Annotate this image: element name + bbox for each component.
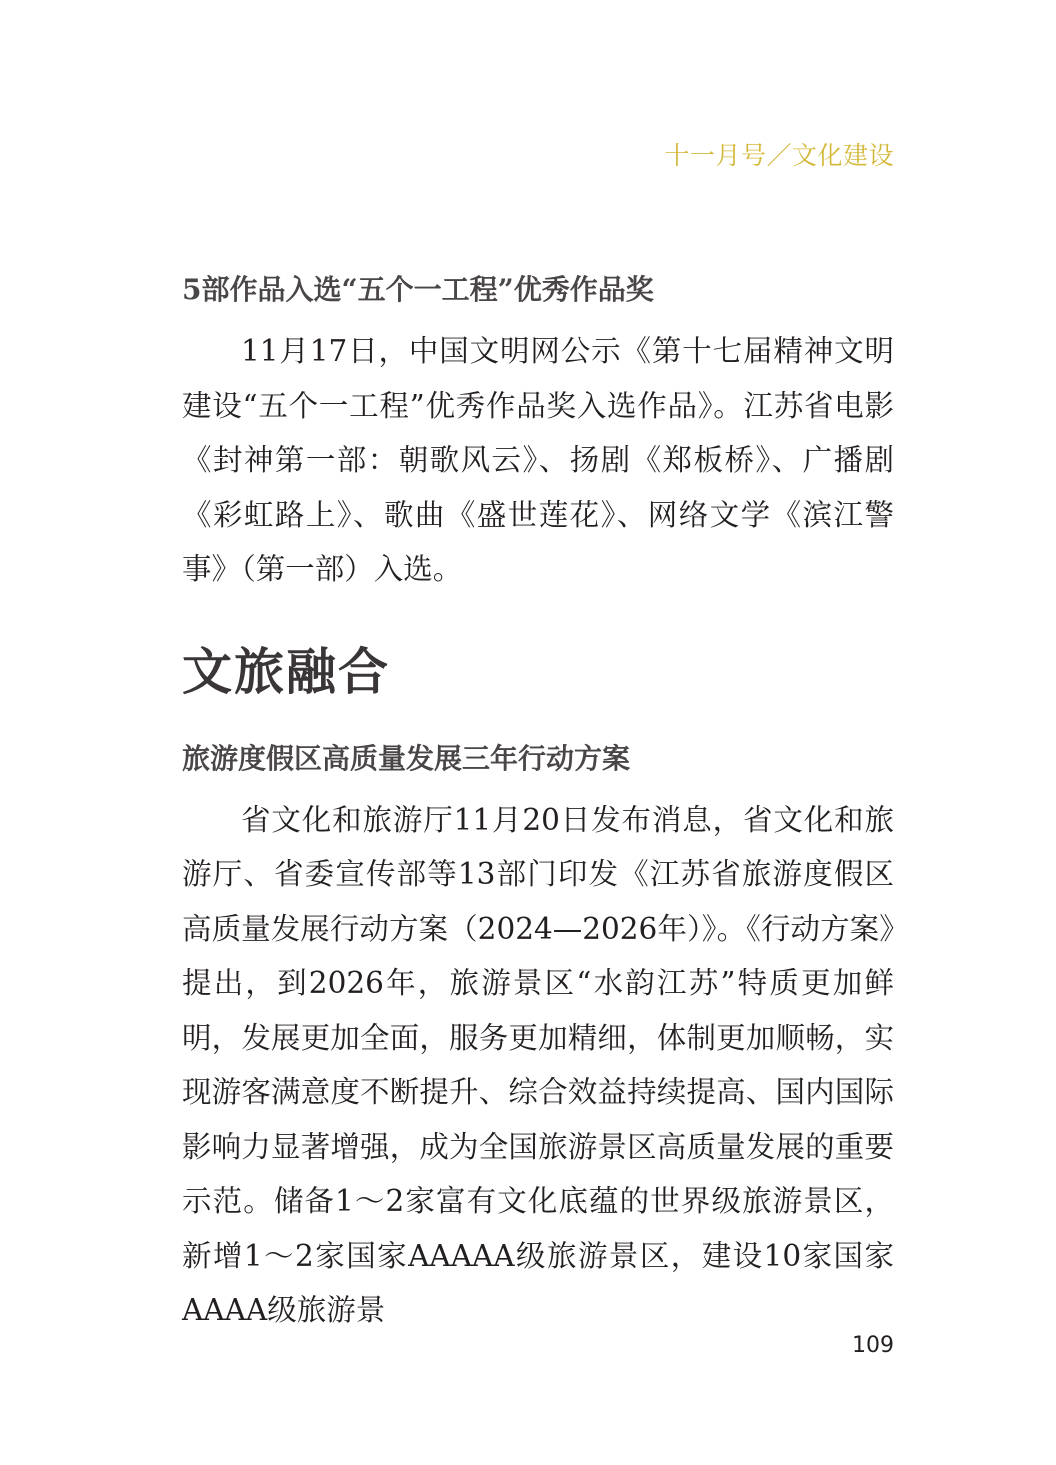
article-title: 旅游度假区高质量发展三年行动方案	[182, 741, 631, 775]
section-culture-tourism	[182, 637, 894, 1338]
article-body: 11月17日，中国文明网公示《第十七届精神文明建设“五个一工程”优秀作品奖入选作品》。江苏省电影《封神第一部：朝歌风云》、扬剧《郑板桥》、广播剧《彩虹路上》、歌曲《盛世莲花》、网络文学《滨江警事》（第一部）入选。	[182, 334, 894, 586]
article-resort-plan	[182, 737, 894, 1338]
running-header: 十一月号／文化建设	[664, 141, 894, 170]
page-number: 109	[852, 1333, 894, 1358]
section-title: 文旅融合	[182, 642, 390, 701]
article-title: 5部作品入选“五个一工程”优秀作品奖	[182, 273, 654, 306]
article-body: 省文化和旅游厅11月20日发布消息，省文化和旅游厅、省委宣传部等13部门印发《江苏省旅游度假区高质量发展行动方案（2024—2026年）》。《行动方案》提出，到2026年，旅游景区“水韵江苏”特质更加鲜明，发展更加全面，服务更加精细，体制更加顺畅，实现游客满意度不断提升、综合效益持续提高、国内国际影响力显著增强，成为全国旅游景区高质量发展的重要示范。储备1～2家富有文化底蕴的世界级旅游景区，新增1～2家国家AAAAA级旅游景区，建设10家国家AAAA级旅游景	[182, 802, 894, 1327]
article-five-projects	[182, 268, 894, 597]
page-content	[182, 268, 894, 1338]
